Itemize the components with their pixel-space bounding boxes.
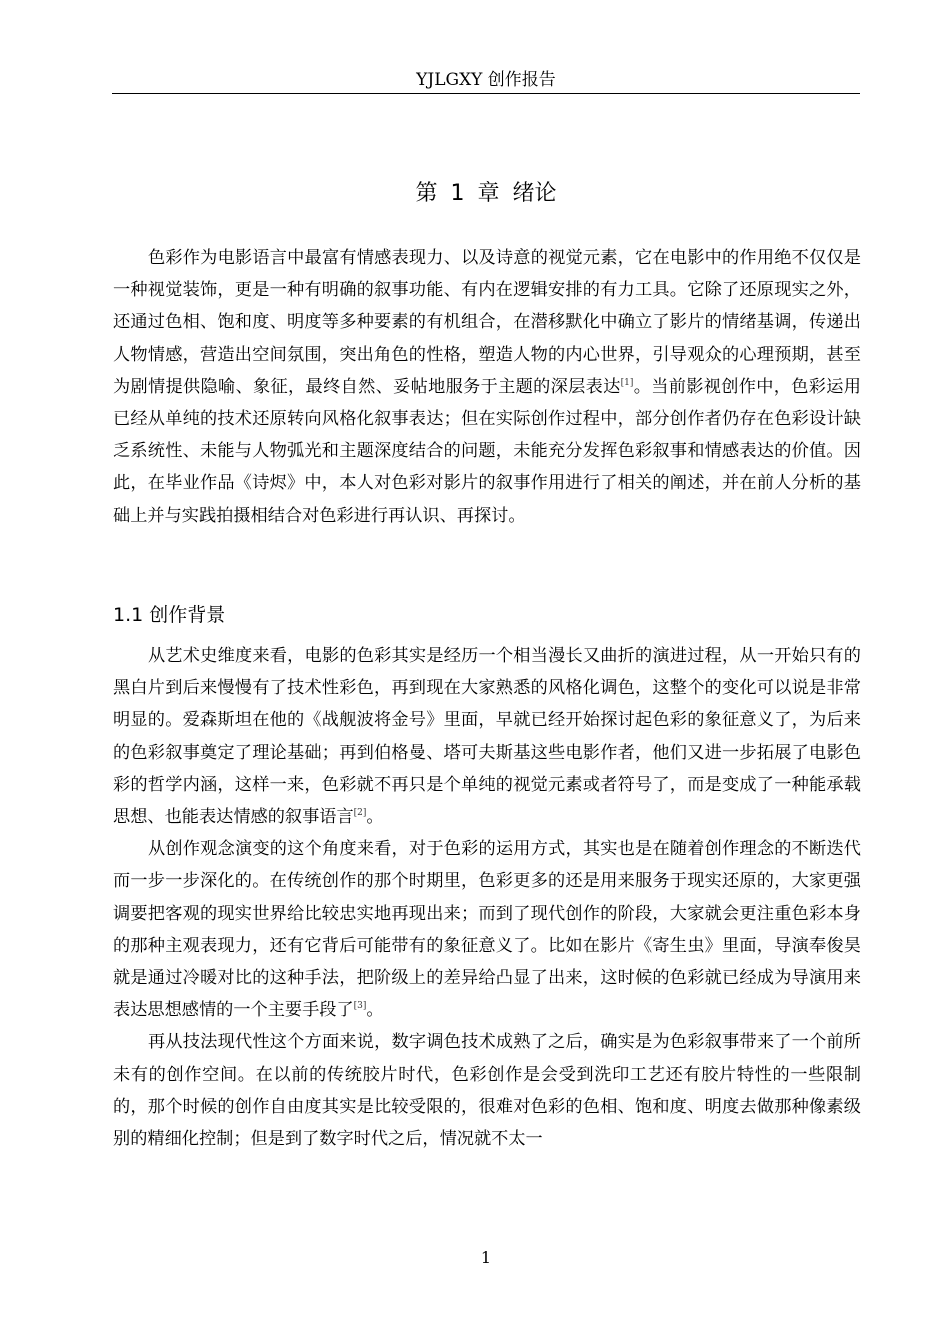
chapter-title: 第 1 章 绪论 [415, 181, 557, 206]
citation-3: [3] [353, 1001, 367, 1012]
page-header: YJLGXY 创作报告 [416, 70, 556, 90]
section-paragraph-1 [113, 640, 861, 833]
intro-text [113, 242, 861, 532]
citation-1: [1] [620, 377, 634, 388]
section-paragraph-2-text-a: 从创作观念演变的这个角度来看，对于色彩的运用方式，其实也是在随着创作理念的不断迭代而一步一步深化的。在传统创作的那个时期里，色彩更多的还是用来服务于现实还原的，大家更强调要把客观的现实世界给比较忠实地再现出来；而到了现代创作的阶段，大家就会更注重色彩本身的那种主观表现力，还有它背后可能带有的象征意义了。比如在影片《寄生虫》里面，导演奉俊昊就是通过冷暖对比的这种手法，把阶级上的差异给凸显了出来，这时候的色彩就已经成为导演用来表达思想感情的一个主要手段了 [113, 839, 861, 1021]
section-paragraph-2-text-b: 。 [366, 1000, 384, 1021]
intro-paragraph [113, 242, 861, 532]
citation-2: [2] [353, 808, 367, 819]
section-title: 1.1 创作背景 [113, 604, 226, 626]
section-paragraph-2 [113, 833, 861, 1026]
page-number: 1 [480, 1248, 492, 1267]
section-paragraph-3: 再从技法现代性这个方面来说，数字调色技术成熟了之后，确实是为色彩叙事带来了一个前所未有的创作空间。在以前的传统胶片时代，色彩创作是会受到洗印工艺还有胶片特性的一些限制的，那个时候的创作自由度其实是比较受限的，很难对色彩的色相、饱和度、明度去做那种像素级别的精细化控制；但是到了数字时代之后，情况就不太一 [113, 1032, 861, 1150]
section-text [113, 640, 861, 1155]
header-divider [112, 93, 860, 94]
intro-paragraph-text-a: 色彩作为电影语言中最富有情感表现力、以及诗意的视觉元素，它在电影中的作用绝不仅仅是一种视觉装饰，更是一种有明确的叙事功能、有内在逻辑安排的有力工具。它除了还原现实之外，还通过色相、饱和度、明度等多种要素的有机组合，在潜移默化中确立了影片的情绪基调，传递出人物情感，营造出空间氛围，突出角色的性格，塑造人物的内心世界，引导观众的心理预期，甚至为剧情提供隐喻、象征，最终自然、妥帖地服务于主题的深层表达 [113, 248, 861, 397]
section-paragraph-1-text-b: 。 [366, 807, 384, 828]
intro-paragraph-text-b: 。当前影视创作中，色彩运用已经从单纯的技术还原转向风格化叙事表达；但在实际创作过程中，部分创作者仍存在色彩设计缺乏系统性、未能与人物弧光和主题深度结合的问题，未能充分发挥色彩叙事和情感表达的价值。因此，在毕业作品《诗烬》中，本人对色彩对影片的叙事作用进行了相关的阐述，并在前人分析的基础上并与实践拍摄相结合对色彩进行再认识、再探讨。 [113, 376, 861, 526]
section-paragraph-1-text-a: 从艺术史维度来看，电影的色彩其实是经历一个相当漫长又曲折的演进过程，从一开始只有的黑白片到后来慢慢有了技术性彩色，再到现在大家熟悉的风格化调色，这整个的变化可以说是非常明显的。爱森斯坦在他的《战舰波将金号》里面，早就已经开始探讨起色彩的象征意义了，为后来的色彩叙事奠定了理论基础；再到伯格曼、塔可夫斯基这些电影作者，他们又进一步拓展了电影色彩的哲学内涵，这样一来，色彩就不再只是个单纯的视觉元素或者符号了，而是变成了一种能承载思想、也能表达情感的叙事语言 [113, 646, 861, 828]
